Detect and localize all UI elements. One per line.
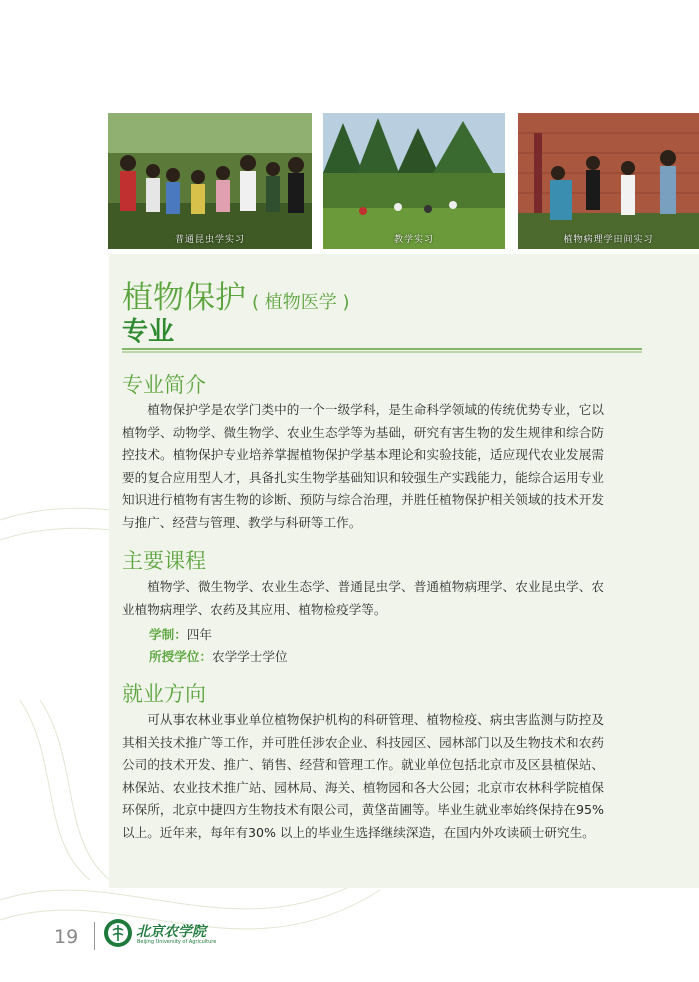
courses-paragraph bbox=[122, 576, 604, 621]
photo-insect-practice bbox=[108, 113, 312, 249]
section-heading-intro: 专业简介 bbox=[122, 373, 206, 397]
school-logo-icon bbox=[103, 918, 133, 948]
photo-pathology-field bbox=[518, 113, 699, 249]
title-main-text: 植物保护 bbox=[122, 280, 246, 316]
duration-value: 四年 bbox=[186, 627, 212, 642]
footer-divider bbox=[94, 922, 95, 950]
degree-value: 农学学士学位 bbox=[211, 649, 288, 664]
career-paragraph bbox=[122, 709, 604, 844]
title-subtitle: ( 植物医学 ) bbox=[252, 292, 350, 313]
school-name: 北京农学院 bbox=[136, 924, 206, 940]
intro-paragraph bbox=[122, 399, 604, 534]
degree-label: 所授学位： bbox=[149, 649, 212, 664]
photo-caption: 植物病理学田间实习 bbox=[563, 235, 654, 245]
intro-text: 植物保护学是农学门类中的一个一级学科，是生命科学领域的传统优势专业，它以植物学、动物学、微生物学、农业生态学等为基础，研究有害生物的发生规律和综合防控技术。植物保护专业培养掌握植物保护学基本理论和实验技能，适应现代农业发展需要的复合应用型人才，具备扎实生物学基础知识和较强生产实践能力，能综合运用专业知识进行植物有害生物的诊断、预防与综合治理，并胜任植物保护相关领域的技术开发与推广、经营与管理、教学与科研等工作。 bbox=[122, 402, 604, 530]
photo-caption: 普通昆虫学实习 bbox=[174, 235, 245, 245]
school-name-en: Beijing University of Agriculture bbox=[137, 939, 217, 945]
title-divider bbox=[122, 348, 642, 353]
photo-teaching-practice bbox=[323, 113, 505, 249]
section-heading-courses: 主要课程 bbox=[122, 549, 206, 573]
duration-label: 学制： bbox=[149, 627, 187, 642]
courses-text: 植物学、微生物学、农业生态学、普通昆虫学、普通植物病理学、农业昆虫学、农业植物病理学、农药及其应用、植物检疫学等。 bbox=[122, 579, 604, 617]
degree-row bbox=[149, 646, 288, 665]
page-number: 19 bbox=[54, 926, 79, 948]
photo-caption: 教学实习 bbox=[393, 235, 434, 245]
career-text: 可从事农林业事业单位植物保护机构的科研管理、植物检疫、病虫害监测与防控及其相关技术推广等工作，并可胜任涉农企业、科技园区、园林部门以及生物技术和农药公司的技术开发、推广、销售、经营和管理工作。就业单位包括北京市及区县植保站、林保站、农业技术推广站、园林局、海关、植物园和各大公园；北京市农林科学院植保环保所，北京中捷四方生物技术有限公司，黄垡苗圃等。毕业生就业率始终保持在95% 以上。近年来，每年有30% 以上的毕业生选择继续深造，在国内外攻读硕士研究生。 bbox=[122, 712, 604, 840]
duration-row bbox=[149, 624, 212, 643]
title-line2: 专业 bbox=[122, 317, 175, 347]
section-heading-career: 就业方向 bbox=[122, 682, 206, 706]
